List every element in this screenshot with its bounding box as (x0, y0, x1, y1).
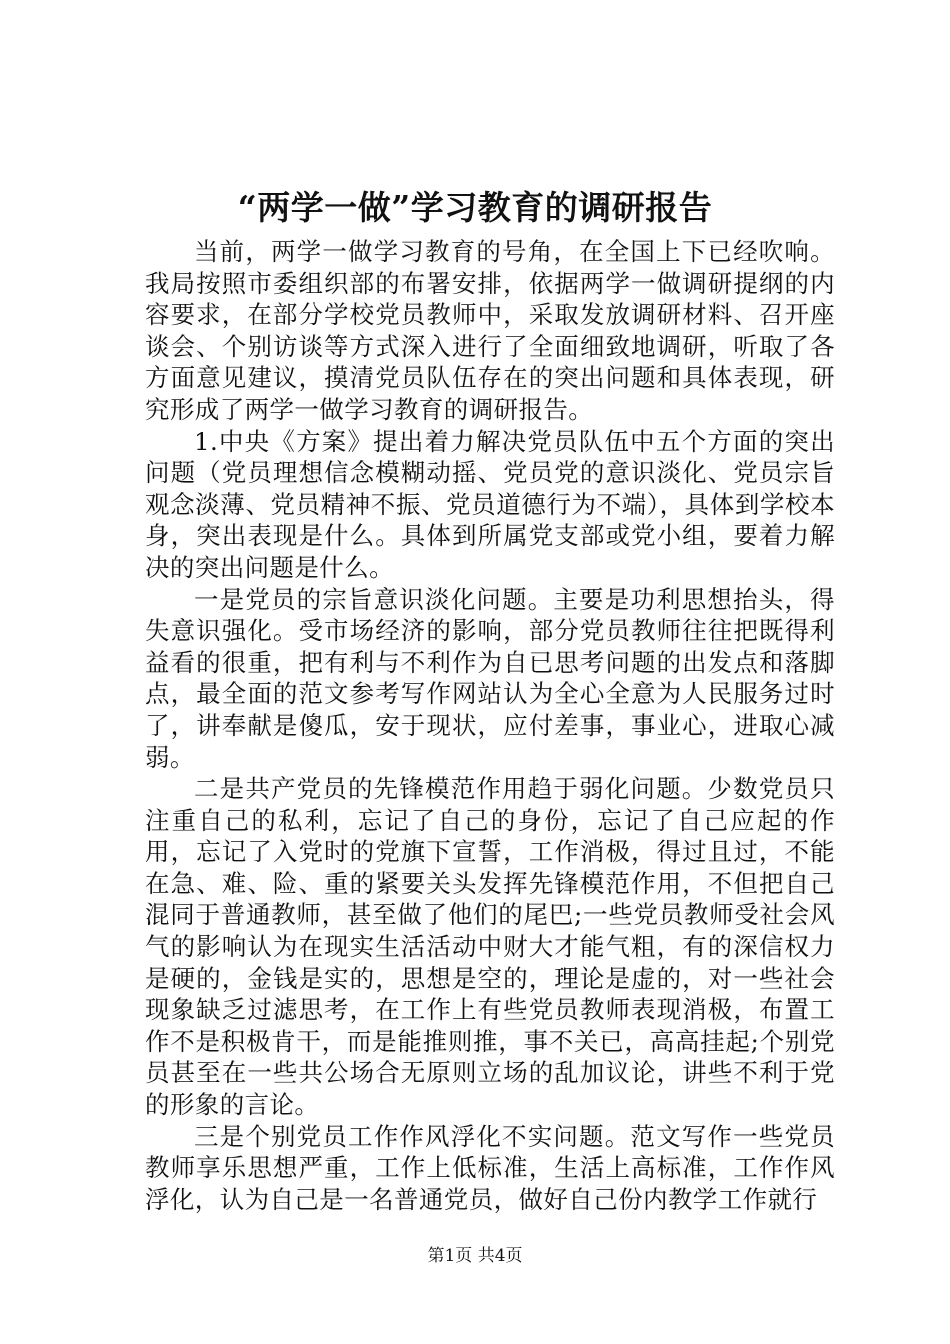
page-footer: 第1页 共4页 (427, 1246, 523, 1266)
paragraph-problem-1: 一是党员的宗旨意识淡化问题。主要是功利思想抬头，得失意识强化。受市场经济的影响，部分党员教师往往把既得利益看的很重，把有利与不利作为自已思考问题的出发点和落脚点，最全面的范文参考写作网站认为全心全意为人民服务过时了，讲奉献是傻瓜，安于现状，应付差事，事业心，进取心减弱。 (145, 584, 835, 772)
paragraph-problem-3: 三是个别党员工作作风浮化不实问题。范文写作一些党员教师享乐思想严重，工作上低标准，生活上高标准，工作作风浮化，认为自己是一名普通党员，做好自己份内教学工作就行 (145, 1121, 835, 1214)
document-body (145, 236, 835, 1215)
paragraph-question-1: 1.中央《方案》提出着力解决党员队伍中五个方面的突出问题（党员理想信念模糊动摇、党员党的意识淡化、党员宗旨观念淡薄、党员精神不振、党员道德行为不端），具体到学校本身，突出表现是什么。具体到所属党支部或党小组，要着力解决的突出问题是什么。 (145, 426, 835, 582)
document-title: “两学一做”学习教育的调研报告 (237, 188, 713, 227)
paragraph-intro: 当前，两学一做学习教育的号角，在全国上下已经吹响。我局按照市委组织部的布署安排，依据两学一做调研提纲的内容要求，在部分学校党员教师中，采取发放调研材料、召开座谈会、个别访谈等方式深入进行了全面细致地调研，听取了各方面意见建议，摸清党员队伍存在的突出问题和具体表现，研究形成了两学一做学习教育的调研报告。 (145, 237, 835, 424)
paragraph-problem-2: 二是共产党员的先锋模范作用趋于弱化问题。少数党员只注重自己的私利，忘记了自己的身份，忘记了自己应起的作用，忘记了入党时的党旗下宣誓，工作消极，得过且过，不能在急、难、险、重的紧要关头发挥先锋模范作用，不但把自己混同于普通教师，甚至做了他们的尾巴;一些党员教师受社会风气的影响认为在现实生活活动中财大才能气粗，有的深信权力是硬的，金钱是实的，思想是空的，理论是虚的，对一些社会现象缺乏过滤思考，在工作上有些党员教师表现消极，布置工作不是积极肯干，而是能推则推，事不关已，高高挂起;个别党员甚至在一些共公场合无原则立场的乱加议论，讲些不利于党的形象的言论。 (145, 774, 835, 1120)
